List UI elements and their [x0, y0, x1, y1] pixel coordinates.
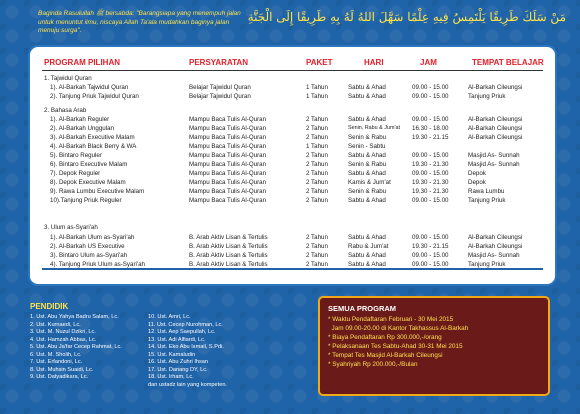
package-cell: 1 Tahun [306, 143, 328, 150]
package-cell: 2 Tahun [306, 252, 328, 259]
list-item: 11. Ust. Cecep Nurohman, Lc. [148, 321, 223, 328]
package-cell: 2 Tahun [306, 188, 328, 195]
table-row [30, 160, 555, 169]
program-cell: 1). Al-Barkah Ulum as-Syari'ah [50, 234, 135, 241]
list-item: * Pelaksanaan Tes Sabtu-Ahad 30-31 Mei 2015 [328, 343, 463, 350]
arabic-hadith: مَنْ سَلَكَ طَرِيقًا يَلْتَمِسُ فِيهِ عِلْمًا سَهَّلَ اللهُ لَهُ بِهِ طَرِيقًا إِلَى الْجَنَّةِ [247, 10, 566, 24]
table-row [30, 187, 555, 196]
col-header-tempat: TEMPAT BELAJAR [472, 58, 544, 67]
col-header-jam: JAM [420, 58, 437, 67]
list-item: 18. Ust. Irham, Lc. [148, 374, 194, 380]
place-cell: Al-Barkah Cileungsi [468, 125, 523, 132]
program-cell: 8). Depok Executive Malam [50, 179, 126, 186]
day-cell: Sabtu & Ahad [348, 116, 386, 123]
requirement-cell: Mampu Baca Tulis Al-Quran [189, 170, 267, 177]
requirement-cell: Mampu Baca Tulis Al-Quran [189, 143, 267, 150]
list-item: * Waktu Pendaftaran Februari - 30 Mei 2015 [328, 316, 454, 323]
list-item: 17. Ust. Danang DY, Lc. [148, 366, 208, 373]
list-item: 7. Ust. Erfandoni, Lc. [30, 359, 83, 365]
requirement-cell: Belajar Tajwidul Quran [189, 84, 251, 91]
hadith-text: Baginda Rasulullah ﷺ bersabda: "Barangsiapa yang menempuh jalan untuk menuntut ilmu, niscaya Allah Ta'ala mudahkan baginya jalan menuju surga". [38, 10, 241, 34]
requirement-cell: B. Arab Aktiv Lisan & Tertulis [189, 252, 268, 259]
col-header-program: PROGRAM PILIHAN [44, 58, 120, 67]
package-cell: 2 Tahun [306, 134, 328, 141]
place-cell: Masjid As- Sunnah [468, 152, 520, 159]
table-row [30, 251, 555, 260]
time-cell: 09.00 - 15.00 [412, 234, 449, 241]
table-row [30, 142, 555, 151]
day-cell: Sabtu & Ahad [348, 234, 386, 241]
table-row [30, 151, 555, 160]
table-row [30, 133, 555, 142]
section-heading [30, 74, 555, 83]
program-cell: 7). Depok Reguler [50, 170, 101, 177]
list-item: 16. Ust. Abu Zuhri Ihsan [148, 359, 209, 365]
program-cell: 4). Tanjung Priuk Ulum as-Syari'ah [50, 261, 145, 268]
section-title: 2. Bahasa Arab [44, 107, 87, 114]
table-row [30, 83, 555, 92]
program-cell: 1). Al-Barkah Tajwidul Quran [50, 84, 129, 91]
time-cell: 09.00 - 15.00 [412, 170, 449, 177]
col-header-persyaratan: PERSYARATAN [189, 58, 248, 67]
list-item: dan ustadz lain yang kompeten. [148, 381, 227, 388]
program-cell: 2). Tanjung Priuk Tajwidul Quran [50, 93, 139, 100]
table-row [30, 196, 555, 205]
list-item: 8. Ust. Muhsin Suaidi, Lc. [30, 366, 94, 373]
place-cell: Al-Barkah Cileungsi [468, 243, 523, 250]
list-item: 1. Ust. Abu Yahya Badru Salam, Lc. [30, 314, 119, 320]
place-cell: Masjid As- Sunnah [468, 252, 520, 259]
program-cell: 10).Tanjung Priuk Reguler [50, 197, 122, 204]
col-header-hari: HARI [364, 58, 384, 67]
table-row [30, 169, 555, 178]
list-item: 14. Ust. Eko Abu Ismail, S.Pdi. [148, 344, 224, 350]
time-cell: 19.30 - 21.15 [412, 134, 449, 141]
header-rule [42, 70, 543, 71]
day-cell: Sabtu & Ahad [348, 170, 386, 177]
requirement-cell: Mampu Baca Tulis Al-Quran [189, 188, 267, 195]
package-cell: 2 Tahun [306, 161, 328, 168]
place-cell: Depok [468, 170, 486, 177]
list-item: * Tempat Tes Masjid Al-Barkah Cileungsi [328, 352, 443, 359]
list-item: 5. Ust. Abu Ja'far Cecep Rahmat, Lc. [30, 344, 122, 350]
day-cell: Senin & Rabu [348, 161, 387, 168]
table-row [30, 233, 555, 242]
section-title: 1. Tajwidul Quran [44, 75, 92, 82]
day-cell: Sabtu & Ahad [348, 197, 386, 204]
time-cell: 19.30 - 21.30 [412, 188, 449, 195]
list-item: 3. Ust. M. Nuzul Dzikri, Lc. [30, 329, 96, 335]
package-cell: 2 Tahun [306, 197, 328, 204]
program-cell: 3). Al-Barkah Executive Malam [50, 134, 135, 141]
day-cell: Sabtu & Ahad [348, 252, 386, 259]
teacher-list-1 [30, 314, 122, 382]
list-item: 4. Ust. Hamzah Abbas, Lc. [30, 336, 97, 343]
program-cell: 2). Al-Barkah US Executive [50, 243, 125, 250]
list-item: 10. Ust. Amri, Lc. [148, 314, 191, 320]
list-item: 2. Ust. Kurnaedi, Lc. [30, 321, 81, 328]
program-cell: 6). Bintaro Executive Malam [50, 161, 128, 168]
requirement-cell: B. Arab Aktiv Lisan & Tertulis [189, 234, 268, 241]
package-cell: 1 Tahun [306, 93, 328, 100]
package-cell: 2 Tahun [306, 261, 328, 268]
place-cell: Al-Barkah Cileungsi [468, 84, 523, 91]
package-cell: 2 Tahun [306, 243, 328, 250]
program-cell: 2). Al-Barkah Unggulan [50, 125, 114, 132]
requirement-cell: B. Arab Aktiv Lisan & Tertulis [189, 243, 268, 250]
program-cell: 4). Al-Barkah Black Berry & WA [50, 143, 137, 150]
package-cell: 2 Tahun [306, 234, 328, 241]
requirement-cell: Mampu Baca Tulis Al-Quran [189, 125, 267, 132]
day-cell: Senin & Rabu [348, 188, 387, 195]
package-cell: 2 Tahun [306, 179, 328, 186]
time-cell: 19.30 - 21.30 [412, 179, 449, 186]
package-cell: 2 Tahun [306, 125, 328, 132]
day-cell: Rabu & Jum'at [348, 243, 389, 250]
section-heading [30, 106, 555, 115]
list-item: * Biaya Pendaftaran Rp 300.000,-/orang [328, 334, 442, 341]
section-heading [30, 223, 555, 232]
table-row [30, 92, 555, 101]
day-cell: Senin - Sabtu [348, 143, 386, 150]
list-item: 13. Ust. Adi Alfiardi, Lc. [148, 336, 206, 343]
semua-program-box [318, 296, 550, 396]
package-cell: 2 Tahun [306, 170, 328, 177]
place-cell: Tanjung Priuk [468, 261, 506, 268]
requirement-cell: Mampu Baca Tulis Al-Quran [189, 197, 267, 204]
table-row [30, 115, 555, 124]
list-item: 6. Ust. M. Sholih, Lc. [30, 351, 82, 358]
day-cell: Sabtu & Ahad [348, 152, 386, 159]
place-cell: Al-Barkah Cileungsi [468, 234, 523, 241]
requirement-cell: Mampu Baca Tulis Al-Quran [189, 179, 267, 186]
table-row [30, 178, 555, 187]
program-cell: 1). Al-Barkah Reguler [50, 116, 110, 123]
place-cell: Al-Barkah Cileungsi [468, 134, 523, 141]
requirement-cell: B. Arab Aktiv Lisan & Tertulis [189, 261, 268, 268]
time-cell: 09.00 - 15.00 [412, 152, 449, 159]
place-cell: Al-Barkah Cileungsi [468, 116, 523, 123]
place-cell: Masjid As- Sunnah [468, 161, 520, 168]
semua-program-title: SEMUA PROGRAM [328, 304, 397, 313]
package-cell: 2 Tahun [306, 152, 328, 159]
requirement-cell: Mampu Baca Tulis Al-Quran [189, 152, 267, 159]
day-cell: Kamis & Jum'at [348, 179, 391, 186]
program-cell: 5). Bintaro Reguler [50, 152, 102, 159]
section-title: 3. Ulum as-Syari'ah [44, 224, 98, 231]
package-cell: 2 Tahun [306, 116, 328, 123]
list-item: 9. Ust. Datyadikara, Lc. [30, 374, 89, 380]
time-cell: 19.30 - 21.15 [412, 243, 449, 250]
program-cell: 3). Bintaro Ulum as-Syari'ah [50, 252, 128, 259]
place-cell: Tanjung Priuk [468, 197, 506, 204]
time-cell: 19.30 - 21.30 [412, 161, 449, 168]
place-cell: Tanjung Priuk [468, 93, 506, 100]
day-cell: Senin, Rabu & Jum'at [348, 125, 400, 131]
list-item: Jam 09.00-20.00 di Kantor Takhassus Al-Barkah [328, 325, 469, 332]
table-bottom-rule [42, 268, 543, 270]
col-header-paket: PAKET [306, 58, 333, 67]
package-cell: 1 Tahun [306, 84, 328, 91]
list-item: 15. Ust. Kamaludin [148, 351, 196, 358]
list-item: 12. Ust. Aep Saepullah, Lc. [148, 329, 216, 335]
time-cell: 09.00 - 15.00 [412, 252, 449, 259]
list-item: * Syahriyah Rp 200.000,-/Bulan [328, 361, 418, 368]
day-cell: Senin & Rabu [348, 134, 387, 141]
table-row [30, 242, 555, 251]
place-cell: Rawa Lumbu [468, 188, 505, 195]
time-cell: 09.00 - 15.00 [412, 261, 449, 268]
day-cell: Sabtu & Ahad [348, 84, 386, 91]
time-cell: 09.00 - 15.00 [412, 197, 449, 204]
requirement-cell: Mampu Baca Tulis Al-Quran [189, 161, 267, 168]
table-row [30, 124, 555, 133]
semua-program-list [328, 315, 468, 369]
requirement-cell: Mampu Baca Tulis Al-Quran [189, 116, 267, 123]
day-cell: Sabtu & Ahad [348, 93, 386, 100]
requirement-cell: Belajar Tajwidul Quran [189, 93, 251, 100]
program-table [30, 47, 555, 284]
program-cell: 9). Rawa Lumbu Executive Malam [50, 188, 145, 195]
time-cell: 09.00 - 15.00 [412, 84, 449, 91]
place-cell: Depok [468, 179, 486, 186]
pendidik-title: PENDIDIK [30, 302, 69, 311]
day-cell: Sabtu & Ahad [348, 261, 386, 268]
time-cell: 09.00 - 15.00 [412, 93, 449, 100]
time-cell: 16.30 - 18.00 [412, 125, 449, 132]
time-cell: 09.00 - 15.00 [412, 116, 449, 123]
teacher-list-2 [148, 314, 227, 389]
requirement-cell: Mampu Baca Tulis Al-Quran [189, 134, 267, 141]
